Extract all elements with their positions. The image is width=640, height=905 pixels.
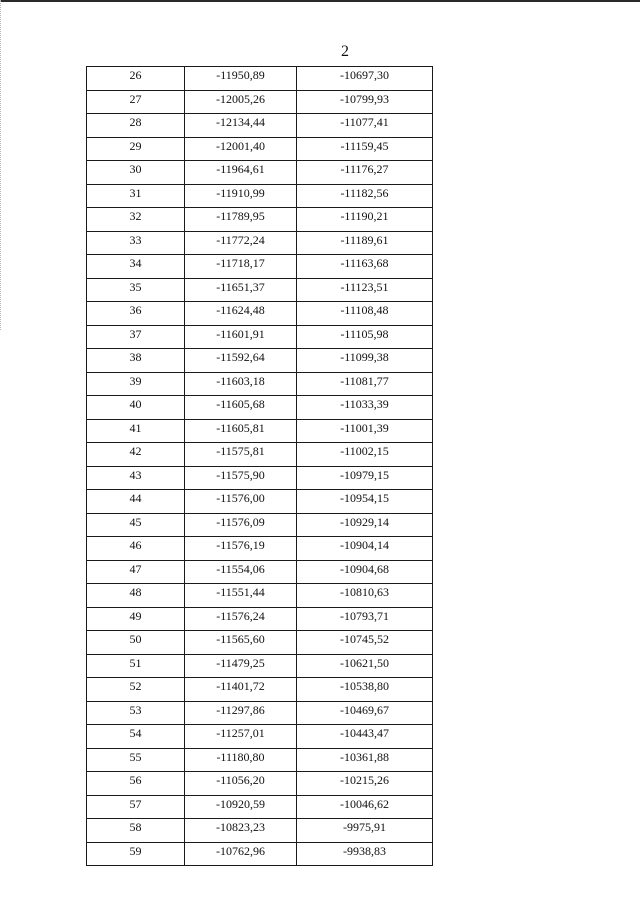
point-number-cell: 57 [87, 795, 185, 819]
table-row [87, 537, 433, 561]
table-row [87, 325, 433, 349]
table-row [87, 513, 433, 537]
x-coordinate-cell: -11592,64 [185, 349, 297, 373]
table-row [87, 90, 433, 114]
point-number-cell: 52 [87, 678, 185, 702]
table-row [87, 372, 433, 396]
x-coordinate-cell: -12005,26 [185, 90, 297, 114]
table-row [87, 701, 433, 725]
x-coordinate-cell: -11576,24 [185, 607, 297, 631]
y-coordinate-cell: -10215,26 [297, 772, 433, 796]
x-coordinate-cell: -11551,44 [185, 584, 297, 608]
y-coordinate-cell: -11123,51 [297, 278, 433, 302]
point-number-cell: 44 [87, 490, 185, 514]
point-number-cell: 51 [87, 654, 185, 678]
point-number-cell: 55 [87, 748, 185, 772]
x-coordinate-cell: -12134,44 [185, 114, 297, 138]
page-number: 2 [341, 43, 349, 60]
y-coordinate-cell: -11163,68 [297, 255, 433, 279]
table-row [87, 678, 433, 702]
table-row [87, 396, 433, 420]
table-row [87, 560, 433, 584]
point-number-cell: 36 [87, 302, 185, 326]
point-number-cell: 26 [87, 67, 185, 91]
table-row [87, 302, 433, 326]
x-coordinate-cell: -11576,09 [185, 513, 297, 537]
point-number-cell: 56 [87, 772, 185, 796]
table-row [87, 278, 433, 302]
point-number-cell: 33 [87, 231, 185, 255]
scan-top-border [0, 0, 640, 2]
y-coordinate-cell: -10443,47 [297, 725, 433, 749]
y-coordinate-cell: -11176,27 [297, 161, 433, 185]
table-row [87, 137, 433, 161]
point-number-cell: 27 [87, 90, 185, 114]
x-coordinate-cell: -11910,99 [185, 184, 297, 208]
y-coordinate-cell: -11099,38 [297, 349, 433, 373]
point-number-cell: 45 [87, 513, 185, 537]
y-coordinate-cell: -11182,56 [297, 184, 433, 208]
point-number-cell: 32 [87, 208, 185, 232]
table-row [87, 607, 433, 631]
x-coordinate-cell: -11950,89 [185, 67, 297, 91]
x-coordinate-cell: -11605,81 [185, 419, 297, 443]
table-row [87, 419, 433, 443]
table-row [87, 631, 433, 655]
x-coordinate-cell: -11056,20 [185, 772, 297, 796]
y-coordinate-cell: -10621,50 [297, 654, 433, 678]
table-row [87, 443, 433, 467]
x-coordinate-cell: -11601,91 [185, 325, 297, 349]
x-coordinate-cell: -11772,24 [185, 231, 297, 255]
scan-left-margin-dots [0, 0, 2, 330]
x-coordinate-cell: -10823,23 [185, 819, 297, 843]
y-coordinate-cell: -9975,91 [297, 819, 433, 843]
y-coordinate-cell: -11108,48 [297, 302, 433, 326]
x-coordinate-cell: -10920,59 [185, 795, 297, 819]
point-number-cell: 41 [87, 419, 185, 443]
y-coordinate-cell: -10954,15 [297, 490, 433, 514]
point-number-cell: 40 [87, 396, 185, 420]
x-coordinate-cell: -11964,61 [185, 161, 297, 185]
y-coordinate-cell: -11002,15 [297, 443, 433, 467]
coordinates-table-body [87, 67, 433, 866]
x-coordinate-cell: -11257,01 [185, 725, 297, 749]
x-coordinate-cell: -11605,68 [185, 396, 297, 420]
table-row [87, 231, 433, 255]
point-number-cell: 46 [87, 537, 185, 561]
y-coordinate-cell: -10361,88 [297, 748, 433, 772]
x-coordinate-cell: -11297,86 [185, 701, 297, 725]
x-coordinate-cell: -11401,72 [185, 678, 297, 702]
x-coordinate-cell: -11565,60 [185, 631, 297, 655]
table-row [87, 842, 433, 866]
y-coordinate-cell: -10697,30 [297, 67, 433, 91]
point-number-cell: 49 [87, 607, 185, 631]
y-coordinate-cell: -11033,39 [297, 396, 433, 420]
point-number-cell: 48 [87, 584, 185, 608]
x-coordinate-cell: -11479,25 [185, 654, 297, 678]
table-row [87, 349, 433, 373]
y-coordinate-cell: -10904,14 [297, 537, 433, 561]
y-coordinate-cell: -11001,39 [297, 419, 433, 443]
table-row [87, 748, 433, 772]
table-row [87, 161, 433, 185]
y-coordinate-cell: -10469,67 [297, 701, 433, 725]
table-row [87, 795, 433, 819]
table-row [87, 208, 433, 232]
point-number-cell: 38 [87, 349, 185, 373]
table-row [87, 725, 433, 749]
x-coordinate-cell: -11624,48 [185, 302, 297, 326]
table-row [87, 114, 433, 138]
point-number-cell: 43 [87, 466, 185, 490]
x-coordinate-cell: -11180,80 [185, 748, 297, 772]
y-coordinate-cell: -9938,83 [297, 842, 433, 866]
y-coordinate-cell: -11190,21 [297, 208, 433, 232]
point-number-cell: 31 [87, 184, 185, 208]
x-coordinate-cell: -11554,06 [185, 560, 297, 584]
point-number-cell: 42 [87, 443, 185, 467]
point-number-cell: 35 [87, 278, 185, 302]
y-coordinate-cell: -10929,14 [297, 513, 433, 537]
y-coordinate-cell: -10538,80 [297, 678, 433, 702]
point-number-cell: 53 [87, 701, 185, 725]
table-row [87, 184, 433, 208]
table-row [87, 67, 433, 91]
table-row [87, 654, 433, 678]
point-number-cell: 37 [87, 325, 185, 349]
point-number-cell: 47 [87, 560, 185, 584]
point-number-cell: 58 [87, 819, 185, 843]
coordinates-table [86, 66, 433, 866]
x-coordinate-cell: -10762,96 [185, 842, 297, 866]
table-row [87, 466, 433, 490]
x-coordinate-cell: -11651,37 [185, 278, 297, 302]
x-coordinate-cell: -11603,18 [185, 372, 297, 396]
point-number-cell: 28 [87, 114, 185, 138]
table-row [87, 490, 433, 514]
point-number-cell: 29 [87, 137, 185, 161]
point-number-cell: 59 [87, 842, 185, 866]
table-row [87, 255, 433, 279]
table-row [87, 584, 433, 608]
y-coordinate-cell: -10799,93 [297, 90, 433, 114]
y-coordinate-cell: -10904,68 [297, 560, 433, 584]
point-number-cell: 30 [87, 161, 185, 185]
table-row [87, 819, 433, 843]
y-coordinate-cell: -11105,98 [297, 325, 433, 349]
y-coordinate-cell: -10046,62 [297, 795, 433, 819]
point-number-cell: 54 [87, 725, 185, 749]
x-coordinate-cell: -12001,40 [185, 137, 297, 161]
point-number-cell: 50 [87, 631, 185, 655]
x-coordinate-cell: -11575,81 [185, 443, 297, 467]
x-coordinate-cell: -11575,90 [185, 466, 297, 490]
x-coordinate-cell: -11576,00 [185, 490, 297, 514]
y-coordinate-cell: -11081,77 [297, 372, 433, 396]
y-coordinate-cell: -10979,15 [297, 466, 433, 490]
x-coordinate-cell: -11576,19 [185, 537, 297, 561]
x-coordinate-cell: -11718,17 [185, 255, 297, 279]
y-coordinate-cell: -10793,71 [297, 607, 433, 631]
point-number-cell: 34 [87, 255, 185, 279]
y-coordinate-cell: -11189,61 [297, 231, 433, 255]
x-coordinate-cell: -11789,95 [185, 208, 297, 232]
y-coordinate-cell: -10745,52 [297, 631, 433, 655]
point-number-cell: 39 [87, 372, 185, 396]
y-coordinate-cell: -11159,45 [297, 137, 433, 161]
y-coordinate-cell: -10810,63 [297, 584, 433, 608]
y-coordinate-cell: -11077,41 [297, 114, 433, 138]
table-row [87, 772, 433, 796]
